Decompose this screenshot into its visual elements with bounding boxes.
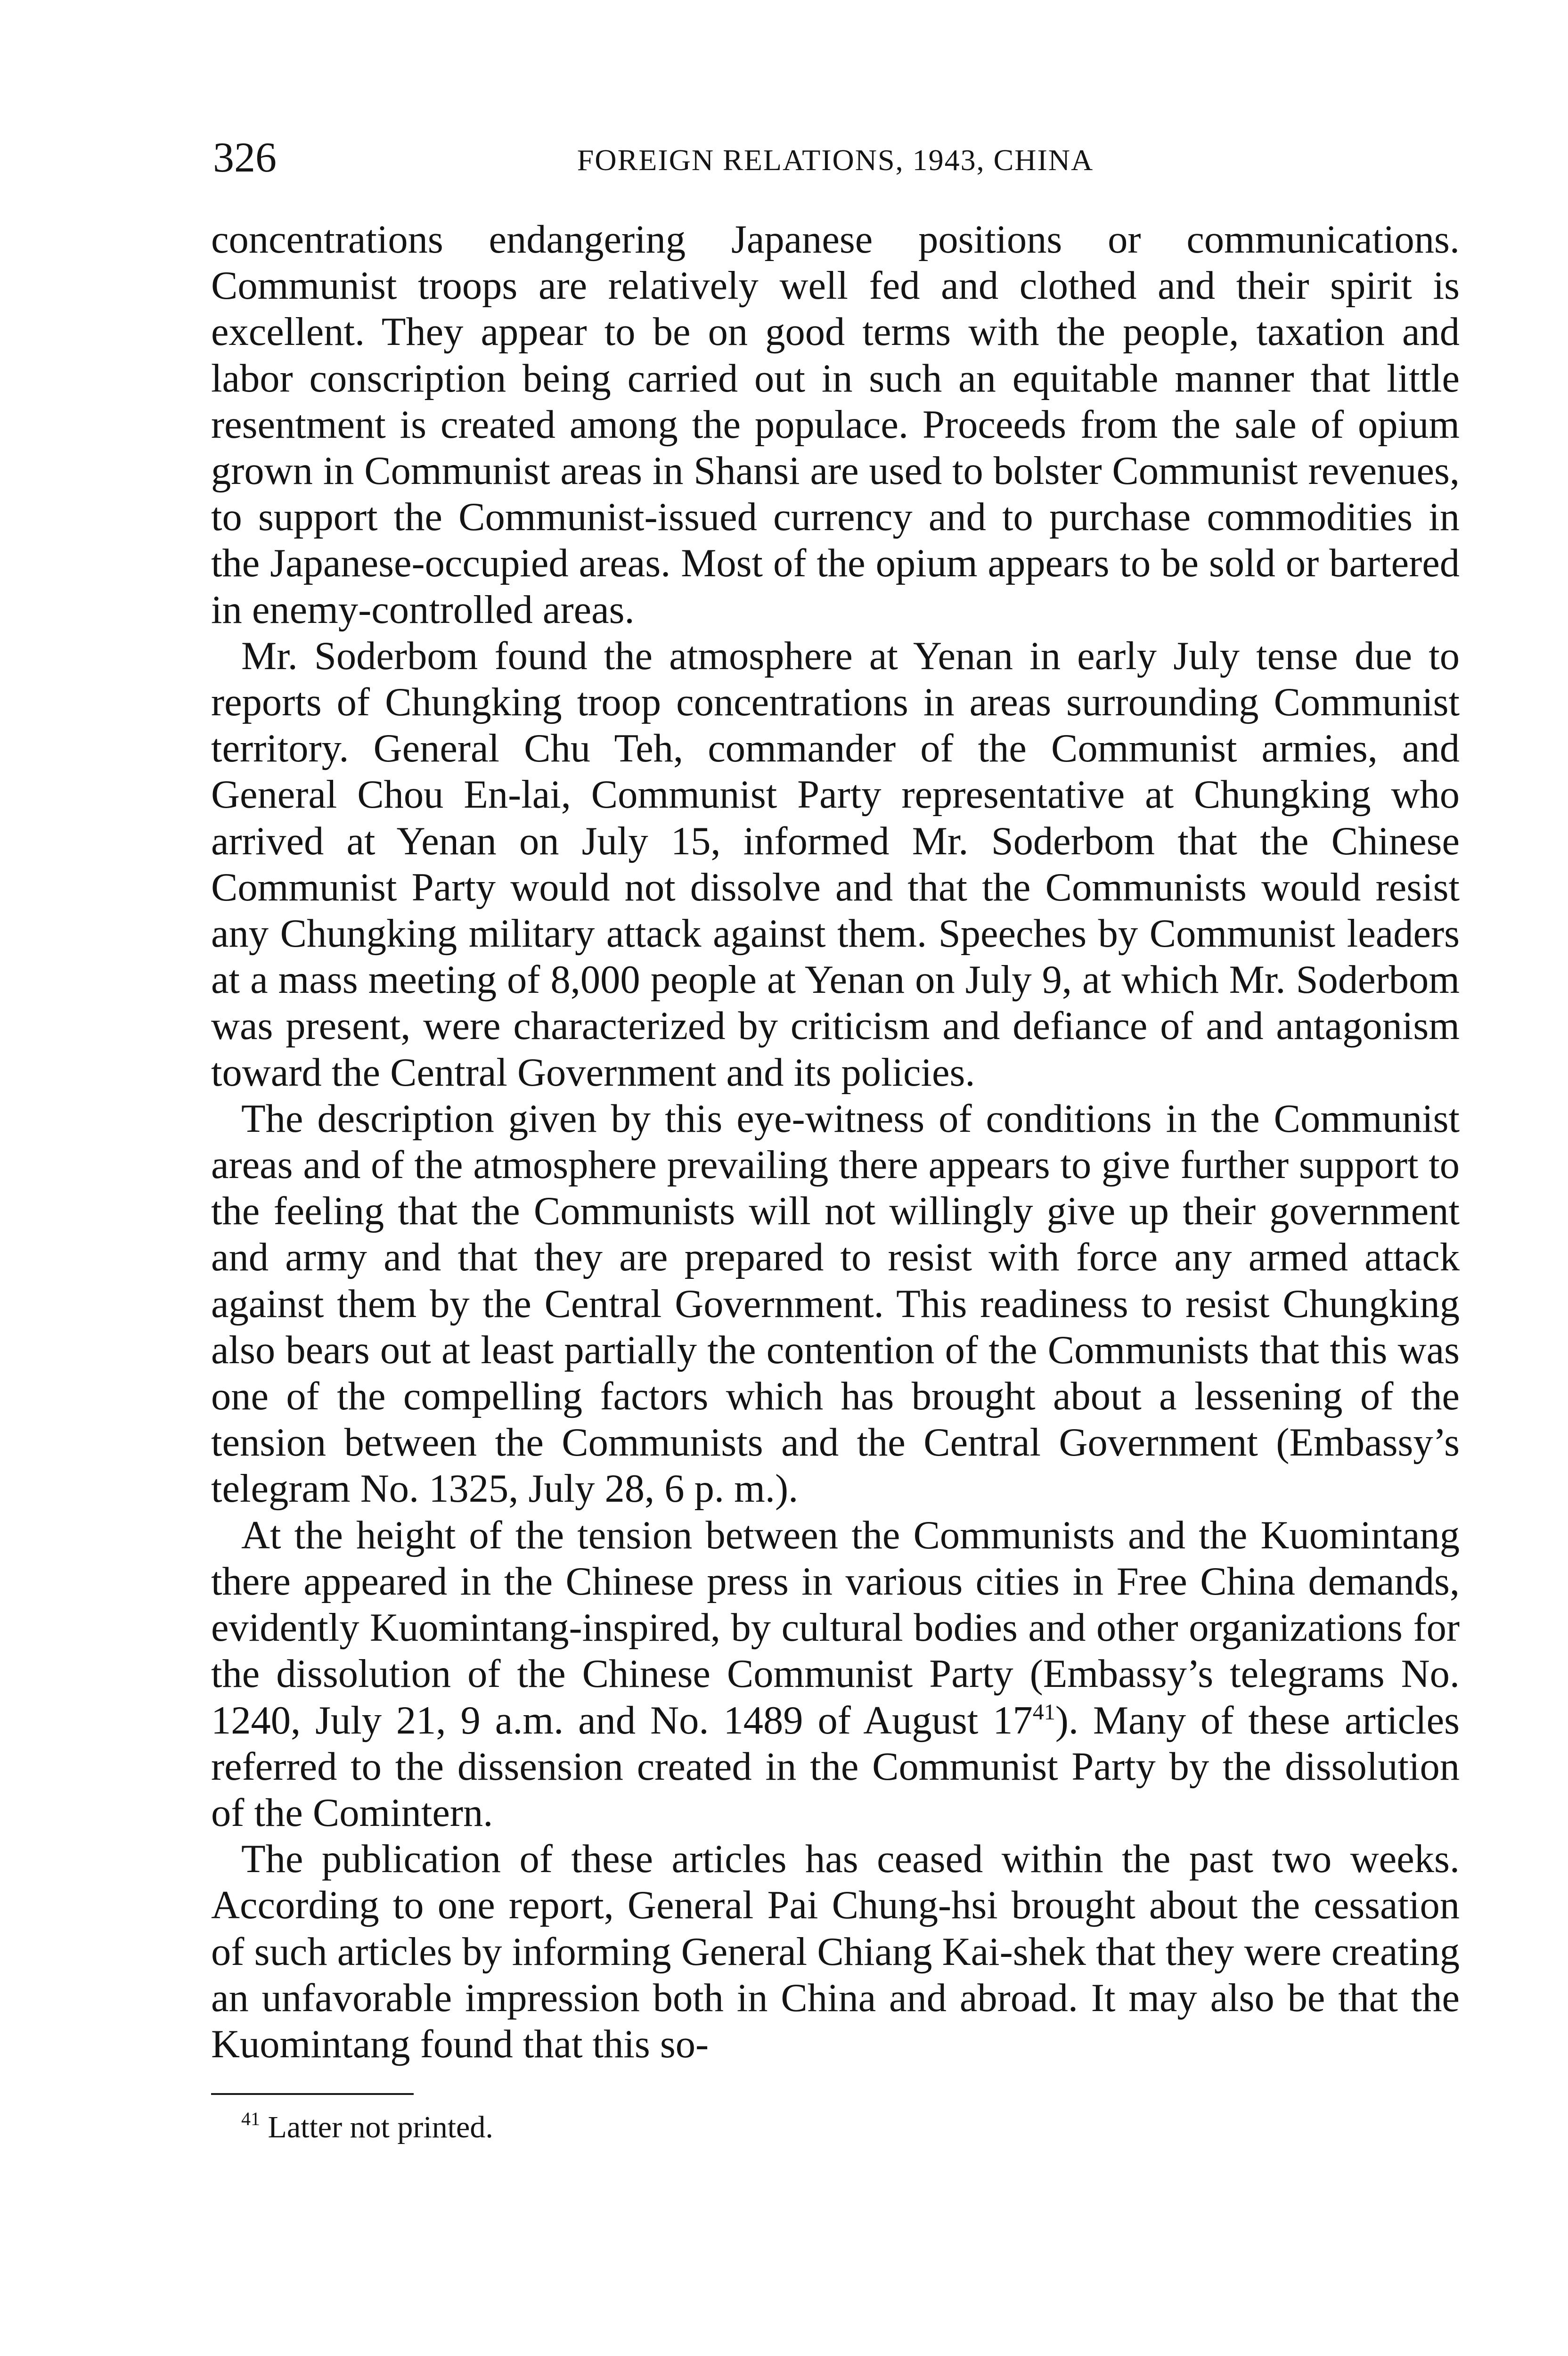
page-number: 326 xyxy=(213,134,277,181)
paragraph: concentrations endangering Japanese positions or communications. Communist troops are relatively well fed and clothed and their spirit is excellent. They appear to be on good terms with the people, taxation and labor conscription being carried out in such an equitable manner that little resentment is created among the populace. Proceeds from the sale of opium grown in Communist areas in Shansi are used to bolster Communist revenues, to support the Communist-issued currency and to purchase commodities in the Japanese-occupied areas. Most of the opium appears to be sold or bartered in enemy-controlled areas. xyxy=(211,218,1460,632)
footnote-marker: 41 xyxy=(241,2108,260,2130)
paragraph: The description given by this eye-witness of conditions in the Communist areas and of the atmosphere prevailing there appears to give further support to the feeling that the Communists will not willingly give up their government and army and that they are prepared to resist with force any armed attack against them by the Central Government. This readiness to resist Chungking also bears out at least partially the contention of the Communists that this was one of the compelling factors which has brought about a lessening of the tension between the Communists and the Central Government (Embassy’s telegram No. 1325, July 28, 6 p. m.). xyxy=(211,1096,1460,1511)
footnote-reference[interactable]: 41 xyxy=(1032,1699,1055,1725)
paragraph: The publication of these articles has ceased within the past two weeks. According to one report, General Pai Chung-hsi brought about the cessation of such articles by informing General Chiang Kai-shek that they were creating an unfavorable impression both in China and abroad. It may also be that the Kuomintang found that this so- xyxy=(211,1837,1460,2066)
paragraph: Mr. Soderbom found the atmosphere at Yenan in early July tense due to reports of Chungking troop concentrations in areas surrounding Communist territory. General Chu Teh, commander of the Communist armies, and General Chou En-lai, Communist Party representative at Chungking who arrived at Yenan on July 15, informed Mr. Soderbom that the Chinese Communist Party would not dissolve and that the Communists would resist any Chungking military attack against them. Speeches by Communist leaders at a mass meeting of 8,000 people at Yenan on July 9, at which Mr. Soderbom was present, were characterized by criticism and defiance of and antagonism toward the Central Government and its policies. xyxy=(211,634,1460,1095)
running-header xyxy=(211,134,1460,207)
paragraph-text: At the height of the tension between the Communists and the Kuomintang there appeared in the Chinese press in various cities in Free China demands, evidently Kuomintang-inspired, by cultural bodies and other organizations for the dissolution of the Chinese Communist Party (Embassy’s telegrams No. 1240, July 21, 9 a.m. and No. 1489 of August 17 xyxy=(211,1513,1460,1742)
footnote-text: Latter not printed. xyxy=(268,2110,493,2145)
document-page xyxy=(211,134,1460,2145)
footnote-divider xyxy=(211,2093,414,2095)
paragraph xyxy=(211,1513,1460,1836)
paragraph-text: ). Many of these articles referred to the dissension created in the Communist Party by the dissolution of the Comintern. xyxy=(211,1698,1460,1835)
running-title: FOREIGN RELATIONS, 1943, CHINA xyxy=(577,143,1094,177)
body-text xyxy=(211,217,1460,2068)
footnote xyxy=(241,2108,1460,2145)
